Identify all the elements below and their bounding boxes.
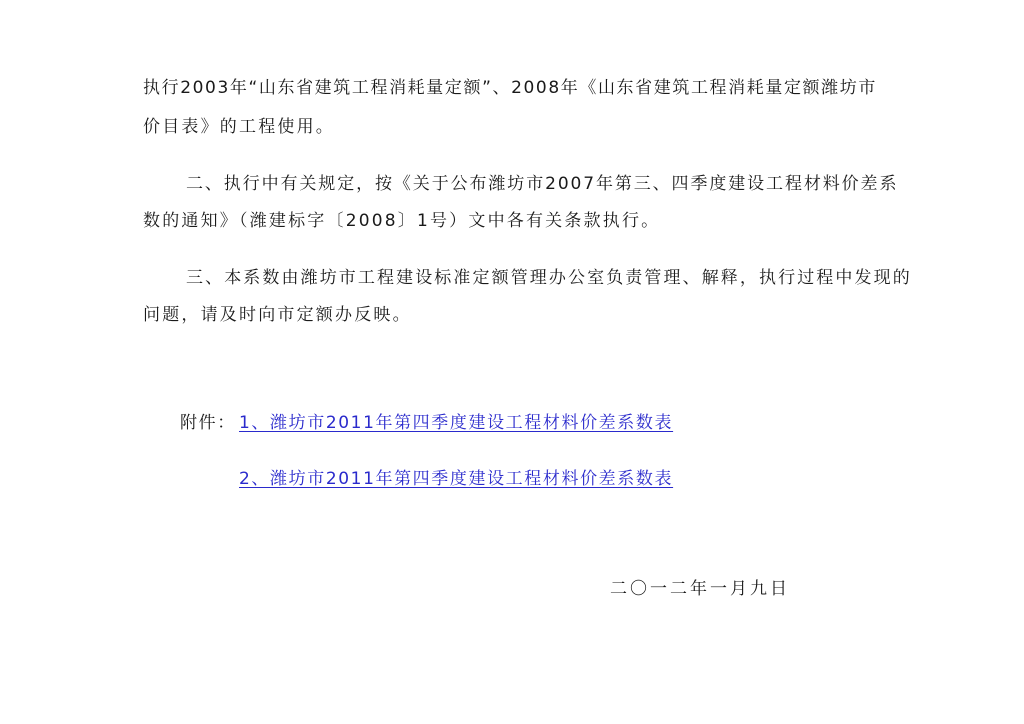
paragraph-2-line-2: 数的通知》（潍建标字〔2008〕1号）文中各有关条款执行。 [143,211,661,231]
paragraph-2-line-1: 二、执行中有关规定，按《关于公布潍坊市2007年第三、四季度建设工程材料价差系 [186,174,899,194]
paragraph-3-line-2: 问题，请及时向市定额办反映。 [143,305,412,325]
attachment-link-1[interactable]: 1、潍坊市2011年第四季度建设工程材料价差系数表 [239,413,674,433]
paragraph-3-line-1: 三、本系数由潍坊市工程建设标准定额管理办公室负责管理、解释，执行过程中发现的 [186,268,912,288]
attachments-label: 附件： [180,413,236,433]
document-date: 二〇一二年一月九日 [610,579,790,599]
attachment-link-2[interactable]: 2、潍坊市2011年第四季度建设工程材料价差系数表 [239,469,674,489]
paragraph-1-line-2: 价目表》的工程使用。 [143,117,335,137]
paragraph-1-line-1: 执行2003年“山东省建筑工程消耗量定额”、2008年《山东省建筑工程消耗量定额潍坊市 [143,78,877,98]
